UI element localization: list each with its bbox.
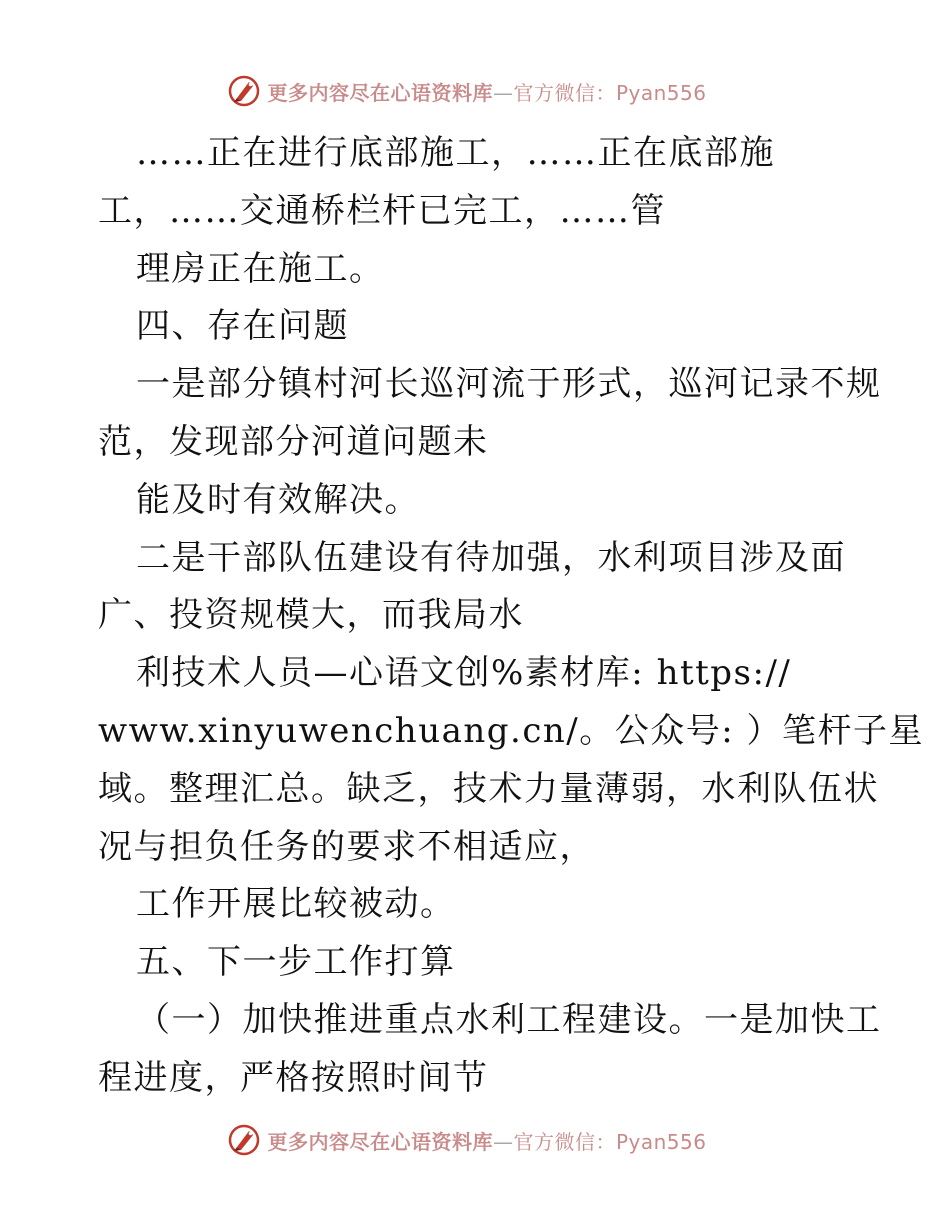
section-heading: 五、下一步工作打算 <box>136 942 456 983</box>
banner-wechat-id: 官方微信：Pyan556 <box>513 1129 707 1154</box>
body-line: 工，……交通桥栏杆已完工，……管 <box>98 190 666 231</box>
body-line: 广、投资规模大，而我局水 <box>98 595 524 636</box>
footer-banner <box>0 1120 950 1160</box>
header-banner <box>0 71 950 111</box>
document-body <box>98 125 924 1108</box>
body-line: ……正在进行底部施工，……正在底部施 <box>136 133 775 173</box>
banner-title: 更多内容尽在心语资料库 <box>267 80 493 105</box>
body-line: 况与担负任务的要求不相适应， <box>98 826 595 867</box>
body-line: 能及时有效解决。 <box>136 479 420 520</box>
banner-wechat-id: 官方微信：Pyan556 <box>513 80 707 105</box>
body-line: 利技术人员—心语文创%素材库: https:// <box>136 653 792 694</box>
body-line: www.xinyuwenchuang.cn/。公众号: ）笔杆子星 <box>98 710 924 751</box>
banner-separator: — <box>492 1129 514 1154</box>
banner-title: 更多内容尽在心语资料库 <box>267 1129 493 1154</box>
pen-logo-icon <box>227 1123 261 1157</box>
body-line: 理房正在施工。 <box>136 248 385 289</box>
body-line: 一是部分镇村河长巡河流于形式，巡河记录不规 <box>136 364 882 405</box>
body-line: 域。整理汇总。缺乏，技术力量薄弱，水利队伍状 <box>98 768 879 809</box>
body-line: 二是干部队伍建设有待加强，水利项目涉及面 <box>136 537 846 578</box>
body-line: 工作开展比较被动。 <box>136 884 456 925</box>
pen-logo-icon <box>227 74 261 108</box>
body-line: （一）加快推进重点水利工程建设。一是加快工 <box>136 999 882 1040</box>
body-line: 范，发现部分河道问题未 <box>98 421 489 462</box>
body-line: 程进度，严格按照时间节 <box>98 1057 489 1098</box>
section-heading: 四、存在问题 <box>136 306 349 347</box>
banner-separator: — <box>492 80 514 105</box>
